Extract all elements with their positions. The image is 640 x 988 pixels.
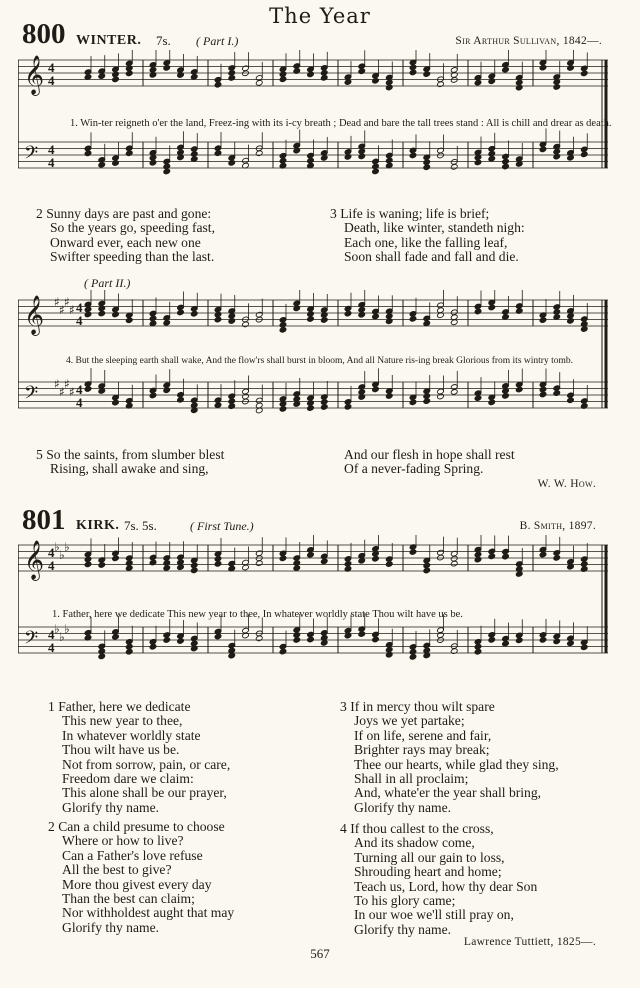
verse-line: Glorify thy name. <box>62 799 160 815</box>
svg-text:4: 4 <box>48 627 55 642</box>
svg-text:4: 4 <box>48 558 55 573</box>
hymn-801-author: Lawrence Tuttiett, 1825—. <box>463 936 596 948</box>
verse-line: And its shadow come, <box>354 835 475 851</box>
running-head: The Year <box>269 4 371 28</box>
verse-line: Brighter rays may break; <box>354 742 490 758</box>
hymn-801-verse-3 <box>340 700 559 815</box>
svg-text:4: 4 <box>48 155 55 170</box>
verse-line: Glorify thy name. <box>62 919 160 935</box>
verse-line: Onward ever, each new one <box>50 234 201 250</box>
verse-line: So the years go, speeding fast, <box>50 220 215 236</box>
verse-line: Shall in all proclaim; <box>354 771 469 787</box>
verse-line: Can a Father's love refuse <box>62 847 203 863</box>
hymn-800-lyric-line-4: 4. But the sleeping earth shall wake, And the flow'rs shall burst in bloom, And all Nature ris-ing break Glorious from its wintry tomb. <box>66 356 573 366</box>
verse-line: More thou givest every day <box>62 876 212 892</box>
svg-text:4: 4 <box>48 60 55 75</box>
hymn-801-number: 801 <box>22 504 66 536</box>
verse-line: All the best to give? <box>62 862 172 878</box>
verse-line: And, whate'er the year shall bring, <box>354 785 542 801</box>
hymn-800-part-2-label: ( Part II.) <box>84 276 131 290</box>
verse-line: Where or how to live? <box>62 833 184 849</box>
hymn-801-verse-2 <box>48 820 234 935</box>
verse-line: Thee our hearts, while glad they sing, <box>354 756 559 772</box>
verse-line: And our flesh in hope shall rest <box>344 447 515 462</box>
svg-text:♭: ♭ <box>54 622 60 636</box>
svg-text:♯: ♯ <box>59 303 65 317</box>
verse-line: 2 Can a child presume to choose <box>48 819 225 834</box>
hymn-800-verse-3 <box>330 207 525 265</box>
svg-text:♯: ♯ <box>69 385 75 399</box>
verse-line: Than the best can claim; <box>62 891 195 907</box>
hymn-800-verse-5a <box>36 448 224 477</box>
svg-text:4: 4 <box>48 73 55 88</box>
verse-line: Each one, like the falling leaf, <box>344 234 508 250</box>
svg-text:𝄢: 𝄢 <box>24 143 39 168</box>
verse-line: Shrouding heart and home; <box>354 864 502 880</box>
svg-text:𝄞: 𝄞 <box>24 55 45 95</box>
verse-line: This new year to thee, <box>62 713 183 729</box>
svg-text:♯: ♯ <box>64 295 70 309</box>
hymn-801-first-tune-label: ( First Tune.) <box>190 519 254 533</box>
svg-text:♯: ♯ <box>64 377 70 391</box>
verse-line: 4 If thou callest to the cross, <box>340 821 494 836</box>
verse-line: In our woe we'll still pray on, <box>354 907 514 923</box>
verse-line: Of a never-fading Spring. <box>344 461 484 477</box>
svg-text:4: 4 <box>48 640 55 655</box>
verse-line: This alone shall be our prayer, <box>62 785 227 801</box>
verse-line: Turning all our gain to loss, <box>354 849 505 865</box>
hymn-801-tune: KIRK. <box>76 518 120 533</box>
verse-line: Freedom dare we claim: <box>62 771 194 787</box>
svg-text:♯: ♯ <box>59 385 65 399</box>
verse-line: Death, like winter, standeth nigh: <box>344 220 525 236</box>
verse-line: Glorify thy name. <box>354 799 452 815</box>
svg-text:𝄞: 𝄞 <box>24 540 45 580</box>
verse-line: Not from sorrow, pain, or care, <box>62 756 231 772</box>
hymn-800-meter: 7s. <box>156 33 171 48</box>
hymn-800-number: 800 <box>22 18 66 50</box>
svg-text:4: 4 <box>76 300 83 315</box>
svg-text:𝄞: 𝄞 <box>24 295 45 335</box>
hymn-800-part-label: ( Part I.) <box>196 34 239 48</box>
verse-line: In whatever worldly state <box>62 727 201 743</box>
hymn-800-lyric-line-1: 1. Win-ter reigneth o'er the land, Freez-ing with its i-cy breath ; Dead and bare the tall trees stand : All is chill and drear as death. <box>70 118 612 129</box>
svg-text:♭: ♭ <box>59 548 65 562</box>
svg-text:♭: ♭ <box>59 630 65 644</box>
hymn-801-meter: 7s. 5s. <box>124 518 157 533</box>
svg-text:4: 4 <box>48 545 55 560</box>
hymn-801-composer: B. Smith, 1897. <box>519 520 596 532</box>
verse-line: Joys we yet partake; <box>354 713 465 729</box>
verse-line: 2 Sunny days are past and gone: <box>36 206 212 221</box>
svg-text:♯: ♯ <box>69 303 75 317</box>
svg-text:4: 4 <box>76 382 83 397</box>
hymn-800-verse-5b <box>344 448 515 477</box>
svg-text:♭: ♭ <box>54 540 60 554</box>
verse-line: Nor withholdest aught that may <box>62 905 235 921</box>
hymn-800-author: W. W. How. <box>537 478 596 490</box>
svg-text:4: 4 <box>76 395 83 410</box>
verse-line: If on life, serene and fair, <box>354 727 492 743</box>
hymn-800-tune: WINTER. <box>76 33 142 48</box>
svg-text:4: 4 <box>48 142 55 157</box>
page-number: 567 <box>310 946 330 961</box>
svg-text:4: 4 <box>76 313 83 328</box>
hymn-800-verse-2 <box>36 207 215 265</box>
verse-line: Rising, shall awake and sing, <box>50 461 209 477</box>
verse-line: Swifter speeding than the last. <box>50 249 215 265</box>
hymn-800-composer: Sir Arthur Sullivan, 1842—. <box>455 35 602 47</box>
verse-line: Glorify thy name. <box>354 921 452 937</box>
verse-line: 3 If in mercy thou wilt spare <box>340 699 495 714</box>
verse-line: 5 So the saints, from slumber blest <box>36 447 225 462</box>
svg-text:𝄢: 𝄢 <box>24 628 39 653</box>
hymn-801-verse-4 <box>340 822 537 937</box>
svg-text:♯: ♯ <box>54 377 60 391</box>
svg-text:♭: ♭ <box>64 622 70 636</box>
verse-line: 1 Father, here we dedicate <box>48 699 191 714</box>
verse-line: Teach us, Lord, how thy dear Son <box>354 878 538 894</box>
verse-line: To his glory came; <box>354 893 456 909</box>
verse-line: 3 Life is waning; life is brief; <box>330 206 490 221</box>
verse-line: Thou wilt have us be. <box>62 742 180 758</box>
svg-text:𝄢: 𝄢 <box>24 383 39 408</box>
hymn-801-verse-1 <box>48 700 230 815</box>
verse-line: Soon shall fade and fall and die. <box>344 249 519 265</box>
svg-text:♯: ♯ <box>54 295 60 309</box>
svg-text:♭: ♭ <box>64 540 70 554</box>
hymn-801-lyric-line-1: 1. Father, here we dedicate This new year to thee, In whatever worldly state Thou wilt have us be. <box>52 609 463 620</box>
